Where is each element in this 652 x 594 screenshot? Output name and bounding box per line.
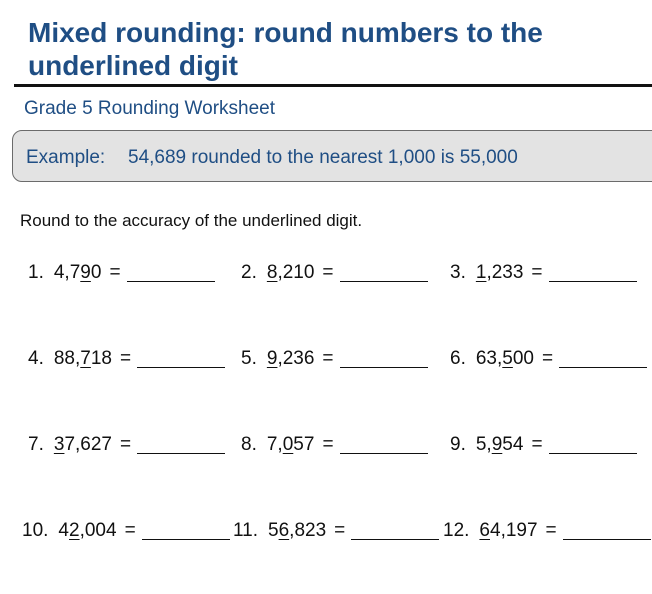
equals-sign: =: [322, 434, 334, 455]
answer-blank[interactable]: [559, 367, 647, 368]
underlined-digit: 6: [278, 520, 290, 541]
example-label: Example:: [26, 147, 106, 168]
underlined-digit: 7: [80, 348, 91, 369]
equals-sign: =: [124, 520, 136, 541]
answer-blank[interactable]: [340, 367, 428, 368]
problem-9: [450, 434, 637, 456]
value-part: 4: [58, 520, 69, 541]
problem-value: [267, 262, 315, 284]
answer-blank[interactable]: [549, 281, 637, 282]
answer-blank[interactable]: [137, 367, 225, 368]
answer-blank[interactable]: [142, 539, 230, 540]
problem-value: [54, 262, 102, 284]
value-part: ,823: [289, 520, 327, 541]
answer-blank[interactable]: [351, 539, 439, 540]
problem-7: [28, 434, 225, 456]
problem-number: 5.: [241, 348, 257, 369]
problem-4: [28, 348, 225, 370]
problem-number: 4.: [28, 348, 44, 369]
title-divider: [14, 84, 652, 87]
value-part: ,210: [277, 262, 315, 283]
underlined-digit: 9: [491, 434, 503, 455]
answer-blank[interactable]: [127, 281, 215, 282]
problem-value: [268, 520, 326, 542]
value-part: ,004: [79, 520, 117, 541]
instructions: Round to the accuracy of the underlined digit.: [20, 211, 363, 230]
problem-value: [54, 434, 112, 456]
problem-number: 11.: [233, 520, 259, 541]
problem-value: [479, 520, 537, 542]
underlined-digit: 2: [69, 520, 80, 541]
problem-value: [476, 434, 524, 456]
value-part: 57: [293, 434, 315, 455]
value-part: 63,: [475, 348, 503, 369]
value-part: 5,: [475, 434, 492, 455]
underlined-digit: 5: [502, 348, 513, 369]
underlined-digit: 1: [475, 262, 487, 283]
problem-1: [28, 262, 215, 284]
problem-5: [241, 348, 428, 370]
value-part: 4,7: [53, 262, 81, 283]
value-part: ,236: [277, 348, 315, 369]
problem-number: 1.: [28, 262, 44, 283]
underlined-digit: 0: [282, 434, 294, 455]
problem-3: [450, 262, 637, 284]
problem-number: 10.: [22, 520, 49, 541]
value-part: 00: [512, 348, 534, 369]
underlined-digit: 3: [53, 434, 65, 455]
answer-blank[interactable]: [137, 453, 225, 454]
problem-number: 9.: [450, 434, 466, 455]
problem-number: 6.: [450, 348, 466, 369]
answer-blank[interactable]: [563, 539, 651, 540]
problem-2: [241, 262, 428, 284]
equals-sign: =: [322, 348, 334, 369]
problem-value: [476, 348, 534, 370]
underlined-digit: 9: [266, 348, 278, 369]
value-part: 7,: [266, 434, 283, 455]
equals-sign: =: [109, 262, 121, 283]
problem-number: 3.: [450, 262, 466, 283]
worksheet-subtitle: Grade 5 Rounding Worksheet: [24, 98, 276, 119]
equals-sign: =: [531, 262, 543, 283]
problem-value: [267, 434, 315, 456]
value-part: 5: [268, 520, 279, 541]
equals-sign: =: [542, 348, 554, 369]
example-text: 54,689 rounded to the nearest 1,000 is 55,000: [128, 147, 518, 168]
problem-value: [54, 348, 112, 370]
value-part: 18: [90, 348, 112, 369]
answer-blank[interactable]: [340, 453, 428, 454]
problem-value: [267, 348, 315, 370]
value-part: ,233: [486, 262, 524, 283]
problem-11: [233, 520, 439, 542]
problem-value: [58, 520, 116, 542]
problem-number: 7.: [28, 434, 44, 455]
answer-blank[interactable]: [340, 281, 428, 282]
problem-6: [450, 348, 647, 370]
answer-blank[interactable]: [549, 453, 637, 454]
value-part: 88,: [53, 348, 81, 369]
problem-value: [476, 262, 524, 284]
example-box: [12, 130, 652, 182]
problem-12: [443, 520, 651, 542]
equals-sign: =: [334, 520, 346, 541]
underlined-digit: 8: [266, 262, 278, 283]
value-part: 4,197: [490, 520, 538, 541]
problem-10: [22, 520, 230, 542]
page-title: Mixed rounding: round numbers to the underlined digit: [28, 17, 543, 81]
problem-8: [241, 434, 428, 456]
problem-number: 2.: [241, 262, 257, 283]
equals-sign: =: [322, 262, 334, 283]
equals-sign: =: [120, 348, 132, 369]
value-part: 54: [502, 434, 524, 455]
problem-number: 8.: [241, 434, 257, 455]
underlined-digit: 6: [479, 520, 490, 541]
problem-number: 12.: [443, 520, 470, 541]
equals-sign: =: [545, 520, 557, 541]
equals-sign: =: [531, 434, 543, 455]
underlined-digit: 9: [80, 262, 91, 283]
equals-sign: =: [119, 434, 132, 455]
value-part: 0: [90, 262, 102, 283]
value-part: 7,627: [64, 434, 112, 455]
